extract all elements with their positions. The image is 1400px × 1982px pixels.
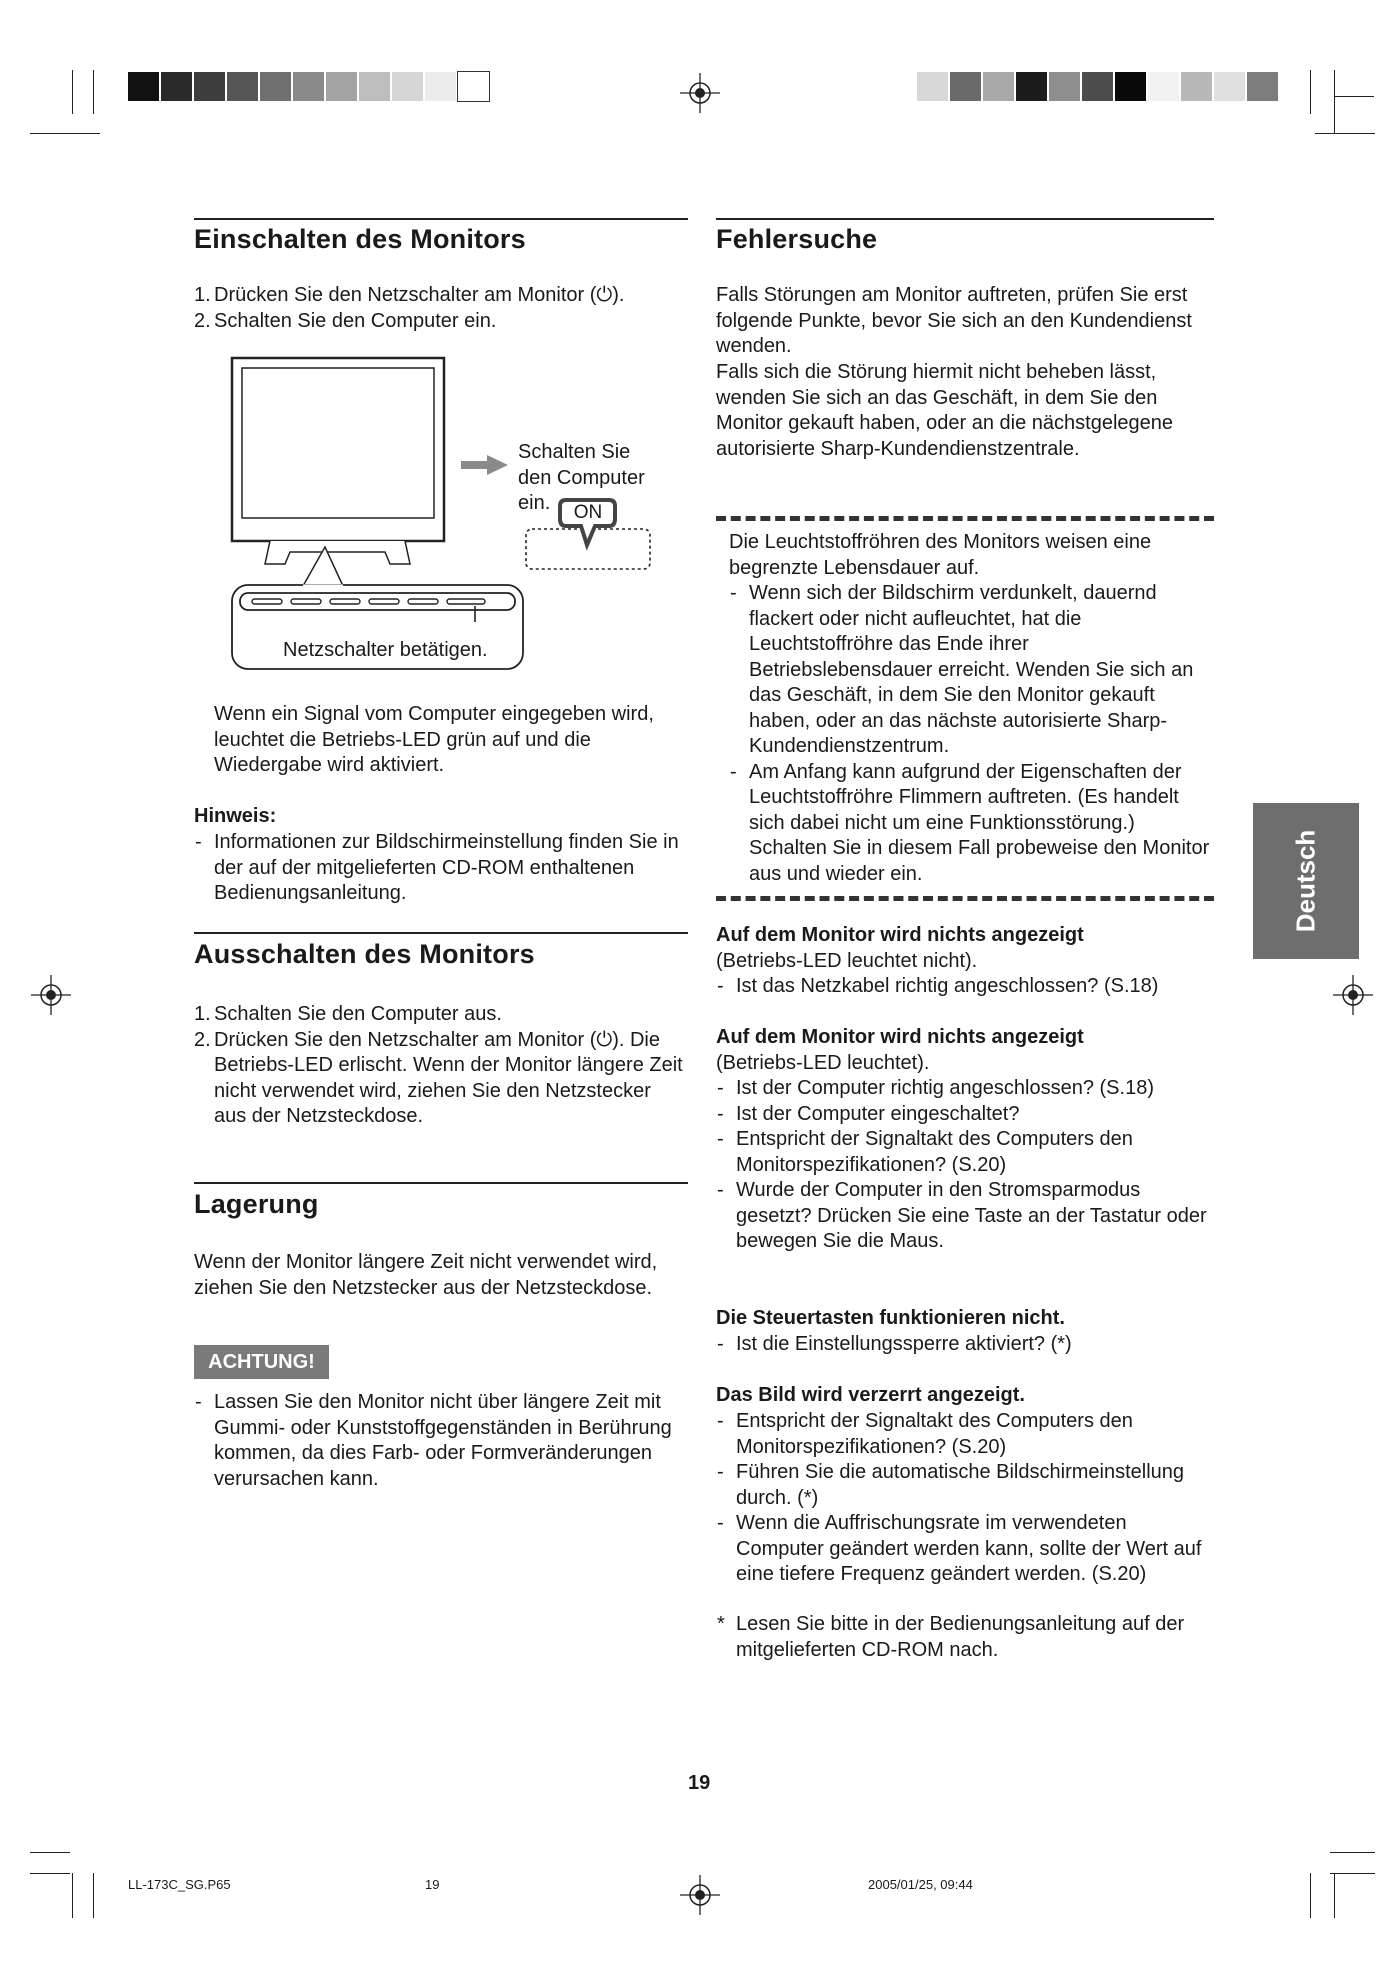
step-item: 2. Schalten Sie den Computer ein. xyxy=(194,309,497,332)
color-swatch xyxy=(293,72,324,101)
registration-target-left xyxy=(31,975,71,1015)
trouble-2-list xyxy=(716,1076,1211,1255)
list-item: - Entspricht der Signaltakt des Computers den Monitorspezifikationen? (S.20) xyxy=(716,1127,1211,1178)
intro-paragraph-2: Falls sich die Störung hiermit nicht beheben lässt, wenden Sie sich an das Geschäft, in dem Sie den Monitor gekauft haben, oder an die nächstgelegene autorisierte Sharp-Kundendienstzentrale. xyxy=(716,361,1174,460)
warning-list xyxy=(194,1390,684,1492)
registration-target-right xyxy=(1333,975,1373,1015)
color-swatch xyxy=(326,72,357,101)
backlight-intro: Die Leuchtstoffröhren des Monitors weisen eine begrenzte Lebensdauer auf. xyxy=(729,531,1152,579)
backlight-list xyxy=(729,581,1214,887)
list-item: - Ist der Computer eingeschaltet? xyxy=(716,1102,1211,1128)
footer-file: LL-173C_SG.P65 xyxy=(128,1877,231,1892)
step-item: 1. Schalten Sie den Computer aus. xyxy=(194,1003,502,1025)
step-item: 2. Drücken Sie den Netzschalter am Monitor (⏻). Die Betriebs-LED erlischt. Wenn der Monitor längere Zeit nicht verwendet wird, ziehen Sie den Netzstecker aus der Netzsteckdose. xyxy=(194,1028,683,1127)
color-swatch xyxy=(1115,72,1146,101)
trouble-2-sub: (Betriebs-LED leuchtet). xyxy=(716,1052,930,1074)
trouble-1-sub: (Betriebs-LED leuchtet nicht). xyxy=(716,950,978,972)
trouble-1-list xyxy=(716,974,1211,1000)
trouble-2-title: Auf dem Monitor wird nichts angezeigt xyxy=(716,1026,1084,1048)
trouble-3-title: Die Steuertasten funktionieren nicht. xyxy=(716,1307,1065,1329)
color-swatch xyxy=(425,72,456,101)
trouble-3-list xyxy=(716,1332,1211,1358)
registration-target-bottom xyxy=(680,1875,720,1915)
label-on: ON xyxy=(573,502,603,523)
heading-einschalten: Einschalten des Monitors xyxy=(194,224,526,254)
color-swatch xyxy=(950,72,981,101)
color-swatch xyxy=(359,72,390,101)
footer-datetime: 2005/01/25, 09:44 xyxy=(868,1877,973,1892)
color-swatch xyxy=(392,72,423,101)
list-item: - Lassen Sie den Monitor nicht über längere Zeit mit Gummi- oder Kunststoffgegenständen in Berührung kommen, da dies Farb- oder Formveränderungen verursachen kann. xyxy=(194,1390,684,1492)
intro-paragraph-1: Falls Störungen am Monitor auftreten, prüfen Sie erst folgende Punkte, bevor Sie sich an den Kundendienst wenden. xyxy=(716,284,1192,357)
color-swatch xyxy=(1181,72,1212,101)
power-on-steps xyxy=(194,283,674,334)
section-rule xyxy=(194,1182,688,1184)
list-item: - Führen Sie die automatische Bildschirmeinstellung durch. (*) xyxy=(716,1460,1216,1511)
heading-lagerung: Lagerung xyxy=(194,1189,319,1219)
label-press-switch: Netzschalter betätigen. xyxy=(283,639,488,661)
note-list xyxy=(194,830,684,907)
list-item: - Ist der Computer richtig angeschlossen? (S.18) xyxy=(716,1076,1211,1102)
section-rule xyxy=(716,218,1214,220)
step-item: 1. Drücken Sie den Netzschalter am Monitor (⏻). xyxy=(194,284,625,306)
list-item: - Wenn die Auffrischungsrate im verwendeten Computer geändert werden kann, sollte der Wert auf eine tiefere Frequenz geändert werden. (S.20) xyxy=(716,1511,1216,1588)
color-swatch xyxy=(260,72,291,101)
color-swatch xyxy=(161,72,192,101)
list-item: - Entspricht der Signaltakt des Computers den Monitorspezifikationen? (S.20) xyxy=(716,1409,1216,1460)
color-swatch xyxy=(227,72,258,101)
heading-fehlersuche: Fehlersuche xyxy=(716,224,878,254)
color-swatch xyxy=(194,72,225,101)
color-swatch xyxy=(1214,72,1245,101)
warning-badge: ACHTUNG! xyxy=(194,1345,329,1379)
color-swatch xyxy=(128,72,159,101)
list-item: - Wurde der Computer in den Stromsparmodus gesetzt? Drücken Sie eine Taste an der Tastatur oder bewegen Sie die Maus. xyxy=(716,1178,1211,1255)
page-number: 19 xyxy=(688,1772,711,1794)
footnote-text: * Lesen Sie bitte in der Bedienungsanleitung auf der mitgelieferten CD-ROM nach. xyxy=(716,1612,1211,1663)
power-on-illustration xyxy=(225,352,665,682)
list-item: - Wenn sich der Bildschirm verdunkelt, dauernd flackert oder nicht aufleuchtet, hat die Leuchtstoffröhre das Ende ihrer Betriebslebensdauer erreicht. Wenden Sie sich an das Geschäft, in dem Sie den Monitor gekauft haben, oder an das nächste autorisierte Sharp-Kundendienstzentrum. xyxy=(729,581,1214,760)
color-swatch xyxy=(1247,72,1278,101)
color-swatch xyxy=(917,72,948,101)
language-tab-label: Deutsch xyxy=(1290,829,1321,933)
color-swatch xyxy=(458,72,489,101)
footnote xyxy=(716,1612,1211,1663)
label-switch-on: Schalten Sie den Computer ein. xyxy=(518,441,645,514)
footer-page: 19 xyxy=(425,1877,440,1892)
color-swatch xyxy=(1148,72,1179,101)
registration-target-top xyxy=(680,73,720,113)
heading-ausschalten: Ausschalten des Monitors xyxy=(194,939,535,969)
note-title: Hinweis: xyxy=(194,805,277,827)
color-swatch xyxy=(1082,72,1113,101)
power-off-steps xyxy=(194,1002,684,1130)
list-item: - Ist die Einstellungssperre aktiviert? (*) xyxy=(716,1332,1211,1358)
storage-paragraph: Wenn der Monitor längere Zeit nicht verwendet wird, ziehen Sie den Netzstecker aus der Netzsteckdose. xyxy=(194,1251,658,1299)
trouble-4-title: Das Bild wird verzerrt angezeigt. xyxy=(716,1384,1025,1406)
language-tab xyxy=(1253,803,1359,959)
list-item: - Informationen zur Bildschirmeinstellung finden Sie in der auf der mitgelieferten CD-ROM enthaltenen Bedienungsanleitung. xyxy=(194,830,684,907)
list-item: - Am Anfang kann aufgrund der Eigenschaften der Leuchtstoffröhre Flimmern auftreten. (Es handelt sich dabei nicht um eine Funktionsstörung.) Schalten Sie in diesem Fall probeweise den Monitor aus und wieder ein. xyxy=(729,760,1214,888)
color-swatch xyxy=(1049,72,1080,101)
section-rule xyxy=(194,218,688,220)
list-item: - Ist das Netzkabel richtig angeschlossen? (S.18) xyxy=(716,974,1211,1000)
color-swatch xyxy=(1016,72,1047,101)
color-swatch xyxy=(983,72,1014,101)
section-rule xyxy=(194,932,688,934)
box-bottom-dashes xyxy=(716,896,1214,901)
signal-paragraph: Wenn ein Signal vom Computer eingegeben wird, leuchtet die Betriebs-LED grün auf und die Wiedergabe wird aktiviert. xyxy=(214,703,654,776)
trouble-1-title: Auf dem Monitor wird nichts angezeigt xyxy=(716,924,1084,946)
trouble-4-list xyxy=(716,1409,1216,1588)
box-top-dashes xyxy=(716,516,1214,521)
